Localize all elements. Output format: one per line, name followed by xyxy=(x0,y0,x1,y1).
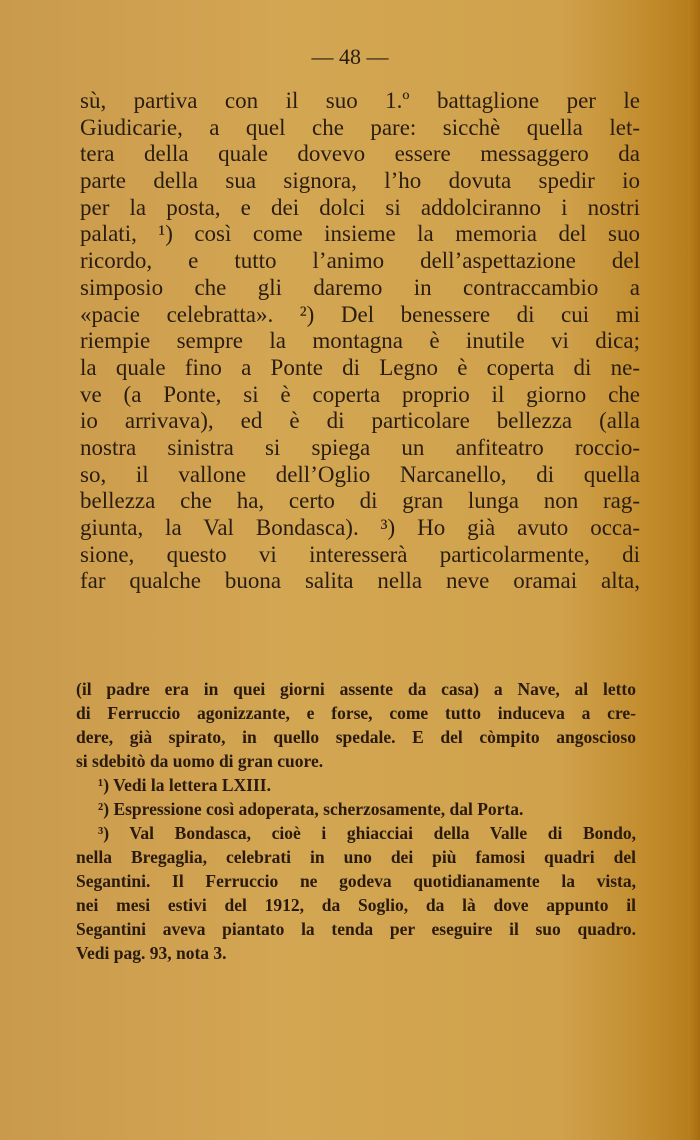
body-line: sù, partiva con il suo 1.º battaglione per le xyxy=(80,88,640,113)
footnote-line: nei mesi estivi del 1912, da Soglio, da là dove appunto il xyxy=(76,895,636,915)
body-line: simposio che gli daremo in contraccambio a xyxy=(80,274,640,300)
body-line: bellezza che ha, certo di gran lunga non rag- xyxy=(80,488,640,514)
body-line: parte della sua signora, l’ho dovuta spedir io xyxy=(80,168,640,194)
body-text xyxy=(80,88,640,595)
body-line: sione, questo vi interesserà particolarmente, di xyxy=(80,541,640,567)
body-line: riempie sempre la montagna è inutile vi dica; xyxy=(80,328,640,354)
footnotes xyxy=(76,677,636,965)
body-line: ricordo, e tutto l’animo dell’aspettazione del xyxy=(80,248,640,274)
body-line: «pacie celebratta». ²) Del benessere di cui mi xyxy=(80,301,640,327)
footnote-line: Segantini. Il Ferruccio ne godeva quotidianamente la vista, xyxy=(76,871,636,891)
body-line: giunta, la Val Bondasca). ³) Ho già avuto occa- xyxy=(80,515,640,540)
footnote-line: si sdebitò da uomo di gran cuore. xyxy=(76,751,324,771)
body-line: la quale fino a Ponte di Legno è coperta di ne- xyxy=(80,354,640,380)
body-line: ve (a Ponte, si è coperta proprio il giorno che xyxy=(80,381,640,407)
footnote-line: (il padre era in quei giorni assente da casa) a Nave, al letto xyxy=(76,679,636,699)
body-line: so, il vallone dell’Oglio Narcanello, di quella xyxy=(80,461,640,487)
footnote-line: Vedi pag. 93, nota 3. xyxy=(76,943,227,963)
footnote-line: ¹) Vedi la lettera LXIII. xyxy=(98,775,271,795)
body-line: per la posta, e dei dolci si addolciranno i nostri xyxy=(80,194,640,220)
body-line: Giudicarie, a quel che pare: sicchè quella let- xyxy=(80,114,640,140)
page-number: — 48 — xyxy=(311,44,389,69)
footnote-line: ³) Val Bondasca, cioè i ghiacciai della Valle di Bondo, xyxy=(98,823,636,843)
body-line: io arrivava), ed è di particolare bellezza (alla xyxy=(80,408,640,434)
body-line: palati, ¹) così come insieme la memoria del suo xyxy=(80,221,640,247)
footnote-line: nella Bregaglia, celebrati in uno dei più famosi quadri del xyxy=(76,847,636,867)
footnote-line: di Ferruccio agonizzante, e forse, come tutto induceva a cre- xyxy=(76,703,636,723)
body-line: far qualche buona salita nella neve oramai alta, xyxy=(80,568,640,594)
page-edge xyxy=(688,0,700,1140)
body-line: tera della quale dovevo essere messaggero da xyxy=(80,141,640,167)
body-line: nostra sinistra si spiega un anfiteatro roccio- xyxy=(80,434,640,460)
footnote-line: Segantini aveva piantato la tenda per eseguire il suo quadro. xyxy=(76,919,636,939)
footnote-line: dere, già spirato, in quello spedale. E del còmpito angoscioso xyxy=(76,727,636,747)
footnote-line: ²) Espressione così adoperata, scherzosamente, dal Porta. xyxy=(98,799,524,819)
